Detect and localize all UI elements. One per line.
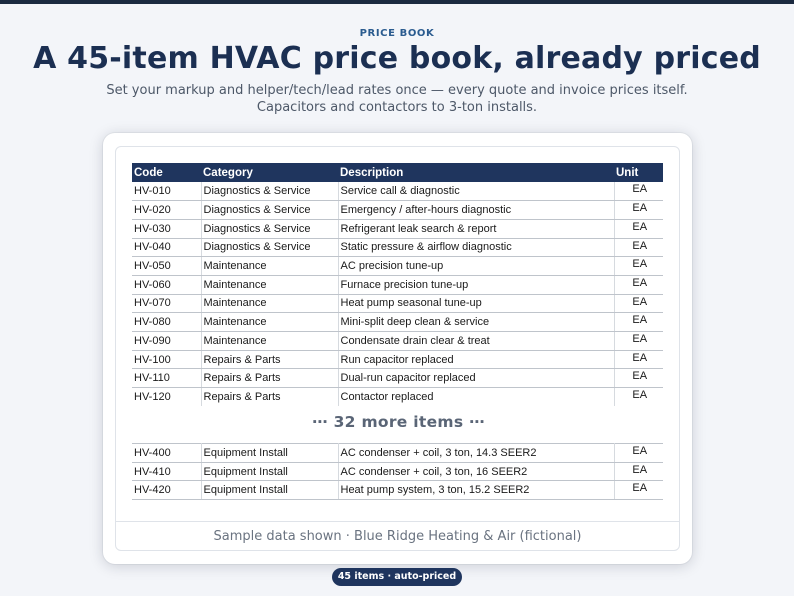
cell-description: AC condenser + coil, 3 ton, 16 SEER2 xyxy=(338,462,614,481)
table-row xyxy=(132,332,663,351)
table-row xyxy=(132,257,663,276)
cell-code: HV-120 xyxy=(134,391,171,404)
cell-category: Maintenance xyxy=(201,257,338,276)
cell-category: Equipment Install xyxy=(201,462,338,481)
cell-unit: EA xyxy=(614,313,663,332)
cell-code: HV-040 xyxy=(132,238,201,257)
cell-unit: EA xyxy=(614,257,663,276)
cell-unit: EA xyxy=(614,275,663,294)
cell-category: Repairs & Parts xyxy=(201,388,338,407)
price-book-table-tail xyxy=(132,443,663,500)
sample-data-note: Sample data shown · Blue Ridge Heating & Air (fictional) xyxy=(213,529,582,544)
cell-unit: EA xyxy=(614,369,663,388)
cell-category: Diagnostics & Service xyxy=(201,182,338,201)
cell-description: Furnace precision tune-up xyxy=(338,275,614,294)
cell-unit: EA xyxy=(614,294,663,313)
table-row xyxy=(132,294,663,313)
cell-code: HV-010 xyxy=(132,182,201,201)
cell-category: Diagnostics & Service xyxy=(201,201,338,220)
cell-category: Diagnostics & Service xyxy=(201,238,338,257)
cell-unit: EA xyxy=(614,388,663,407)
column-header-code: Code xyxy=(132,163,201,182)
cell-code: HV-060 xyxy=(132,275,201,294)
cell-description: Static pressure & airflow diagnostic xyxy=(338,238,614,257)
cell-unit: EA xyxy=(614,481,663,500)
item-count-badge: 45 items · auto-priced xyxy=(332,568,462,586)
cell-description: Dual-run capacitor replaced xyxy=(338,369,614,388)
cell-unit: EA xyxy=(614,444,663,463)
cell-description: Condensate drain clear & treat xyxy=(338,332,614,351)
cell-code: HV-110 xyxy=(132,369,201,388)
cell-code: HV-090 xyxy=(132,332,201,351)
eyebrow-label: PRICE BOOK xyxy=(359,28,435,39)
table-row xyxy=(132,462,663,481)
table-row xyxy=(132,182,663,201)
price-book-table xyxy=(132,163,663,406)
page-subtitle xyxy=(0,82,794,116)
cell-category: Maintenance xyxy=(201,275,338,294)
table-row xyxy=(132,388,663,407)
cell-code: HV-400 xyxy=(132,444,201,463)
top-accent-bar xyxy=(0,0,794,4)
cell-code: HV-420 xyxy=(132,481,201,500)
cell-category: Repairs & Parts xyxy=(201,369,338,388)
column-header-description: Description xyxy=(338,163,614,182)
table-row xyxy=(132,219,663,238)
subtitle-line-2: Capacitors and contactors to 3-ton installs. xyxy=(256,100,538,115)
table-row xyxy=(132,275,663,294)
table-row xyxy=(132,238,663,257)
cell-description: Service call & diagnostic xyxy=(338,182,614,201)
cell-unit: EA xyxy=(614,219,663,238)
cell-code: HV-030 xyxy=(132,219,201,238)
table-row xyxy=(132,444,663,463)
cell-unit: EA xyxy=(614,238,663,257)
cell-unit: EA xyxy=(614,462,663,481)
table-row xyxy=(132,350,663,369)
cell-code: HV-410 xyxy=(132,462,201,481)
cell-description: Contactor replaced xyxy=(338,388,614,407)
more-items-indicator: ⋯ 32 more items ⋯ xyxy=(312,413,485,431)
cell-description: AC precision tune-up xyxy=(338,257,614,276)
column-header-category: Category xyxy=(201,163,338,182)
cell-category: Maintenance xyxy=(201,313,338,332)
price-book-card xyxy=(103,133,692,564)
cell-unit: EA xyxy=(614,182,663,201)
cell-description: AC condenser + coil, 3 ton, 14.3 SEER2 xyxy=(338,444,614,463)
cell-category: Maintenance xyxy=(201,294,338,313)
column-header-unit: Unit xyxy=(614,163,663,182)
price-book-sheet xyxy=(115,146,680,551)
cell-code: HV-020 xyxy=(132,201,201,220)
cell-description: Emergency / after-hours diagnostic xyxy=(338,201,614,220)
footer-divider xyxy=(116,521,679,522)
table-body-top xyxy=(132,182,663,406)
cell-unit: EA xyxy=(614,350,663,369)
cell-unit: EA xyxy=(614,201,663,220)
table-row xyxy=(132,369,663,388)
cell-category: Equipment Install xyxy=(201,481,338,500)
subtitle-line-1: Set your markup and helper/tech/lead rates once — every quote and invoice prices itself. xyxy=(106,83,688,98)
cell-code: HV-080 xyxy=(132,313,201,332)
cell-description: Heat pump system, 3 ton, 15.2 SEER2 xyxy=(338,481,614,500)
table-row xyxy=(132,481,663,500)
cell-code: HV-100 xyxy=(132,350,201,369)
cell-category: Diagnostics & Service xyxy=(201,219,338,238)
cell-category: Equipment Install xyxy=(201,444,338,463)
cell-description: Refrigerant leak search & report xyxy=(338,219,614,238)
cell-code: HV-050 xyxy=(132,257,201,276)
cell-description: Run capacitor replaced xyxy=(338,350,614,369)
cell-description: Heat pump seasonal tune-up xyxy=(338,294,614,313)
page-title: A 45-item HVAC price book, already priced xyxy=(33,41,761,76)
table-body-bottom xyxy=(132,444,663,500)
cell-category: Maintenance xyxy=(201,332,338,351)
cell-code: HV-070 xyxy=(132,294,201,313)
table-header-row xyxy=(132,163,663,182)
table-row xyxy=(132,313,663,332)
table-row xyxy=(132,201,663,220)
cell-unit: EA xyxy=(614,332,663,351)
cell-description: Mini-split deep clean & service xyxy=(338,313,614,332)
cell-category: Repairs & Parts xyxy=(201,350,338,369)
